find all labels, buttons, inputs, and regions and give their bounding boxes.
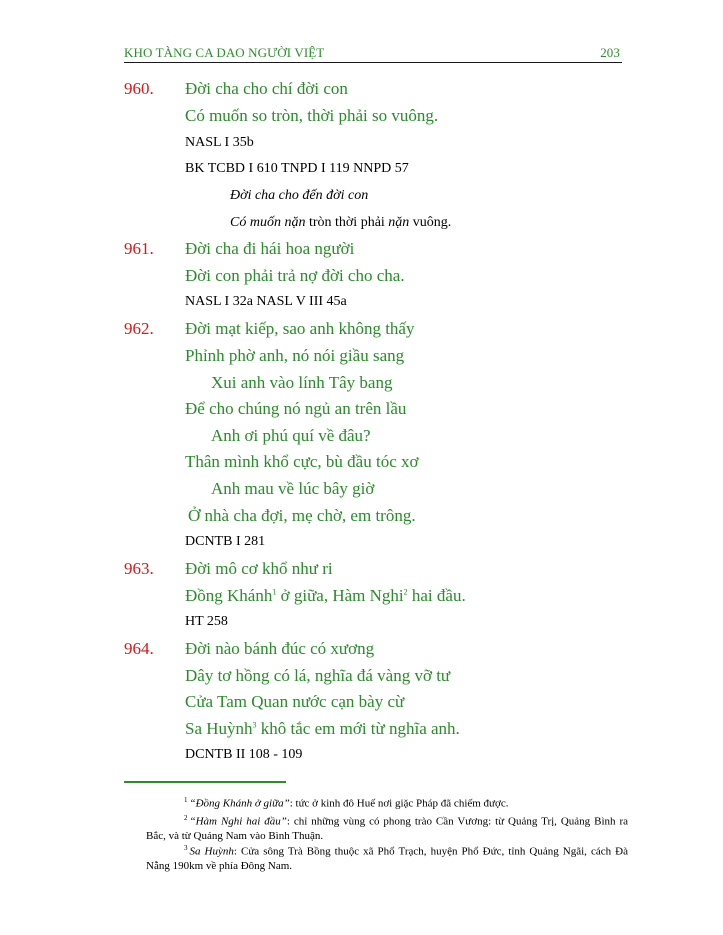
verse-line: Sa Huỳnh$^3$ khô tắc em mới từ nghĩa anh. [185, 719, 460, 738]
footnote-divider [124, 781, 286, 783]
running-title: KHO TÀNG CA DAO NGƯỜI VIỆT [124, 45, 325, 60]
source-reference: BK TCBD I 610 TNPD I 119 NNPD 57 [185, 161, 409, 176]
verse-line: Đời con phải trả nợ đời cho cha. [185, 266, 405, 285]
source-reference: NASL I 35b [185, 135, 254, 150]
footnote-marker: 1 [272, 587, 277, 597]
source-reference: DCNTB II 108 - 109 [185, 747, 303, 762]
variant-line: Đời cha cho đến đời con [230, 188, 369, 203]
entry-number: 962. [124, 319, 154, 338]
verse-line: Anh mau về lúc bây giờ [211, 479, 375, 498]
entry-number: 960. [124, 79, 154, 98]
verse-line: Đời cha cho chí đời con [185, 79, 348, 98]
verse-line: Cửa Tam Quan nước cạn bày cừ [185, 692, 405, 711]
footnote: $^2$ “Hàm Nghi hai đầu”: chỉ những vùng có phong trào Cần Vương: từ Quảng Trị, Quảng Bình ra Bắc, và từ Quảng Nam vào Bình Thuận. [146, 814, 628, 842]
entry-number: 964. [124, 639, 154, 658]
source-reference: NASL I 32a NASL V III 45a [185, 294, 347, 309]
source-reference: DCNTB I 281 [185, 534, 266, 549]
verse-line: Thân mình khổ cực, bù đầu tóc xơ [185, 452, 419, 471]
verse-line: Đời nào bánh đúc có xương [185, 639, 375, 658]
verse-line: Phỉnh phờ anh, nó nói giầu sang [185, 346, 405, 365]
verse-line: Có muốn so tròn, thời phải so vuông. [185, 106, 439, 125]
verse-line: Anh ơi phú quí về đâu? [211, 426, 371, 445]
footnote-marker: 2 [403, 587, 408, 597]
verse-line: Đồng Khánh$^1$ ở giữa, Hàm Nghi$^2$ hai đầu. [185, 586, 466, 605]
variant-line: Có muốn nặn tròn thời phải nặn vuông. [230, 215, 452, 230]
entry-number: 961. [124, 239, 154, 258]
entry-number: 963. [124, 559, 154, 578]
verse-line: Đời mô cơ khổ như ri [185, 559, 333, 578]
footnote-marker: 3 [252, 720, 257, 730]
verse-line: Đời cha đi hái hoa người [185, 239, 355, 258]
verse-line: Dây tơ hồng có lá, nghĩa đá vàng vỡ tư [185, 666, 451, 685]
page-number: 203 [600, 45, 620, 60]
verse-line: Đời mạt kiếp, sao anh không thấy [185, 319, 415, 338]
page-header [124, 44, 622, 63]
footnote: $^1$ “Đồng Khánh ở giữa”: tức ở kinh đô Huế nơi giặc Pháp đã chiếm được. [184, 796, 509, 810]
source-reference: HT 258 [185, 614, 228, 629]
footnote: $^3$ Sa Huỳnh: Cửa sông Trà Bồng thuộc xã Phổ Trạch, huyện Phổ Đức, tỉnh Quảng Ngãi, cách Đà Nẵng 190km về phía Đông Nam. [146, 844, 628, 872]
verse-line: Ở nhà cha đợi, mẹ chờ, em trông. [188, 506, 416, 525]
verse-line: Để cho chúng nó ngủ an trên lầu [185, 399, 407, 418]
verse-line: Xui anh vào lính Tây bang [211, 373, 393, 392]
